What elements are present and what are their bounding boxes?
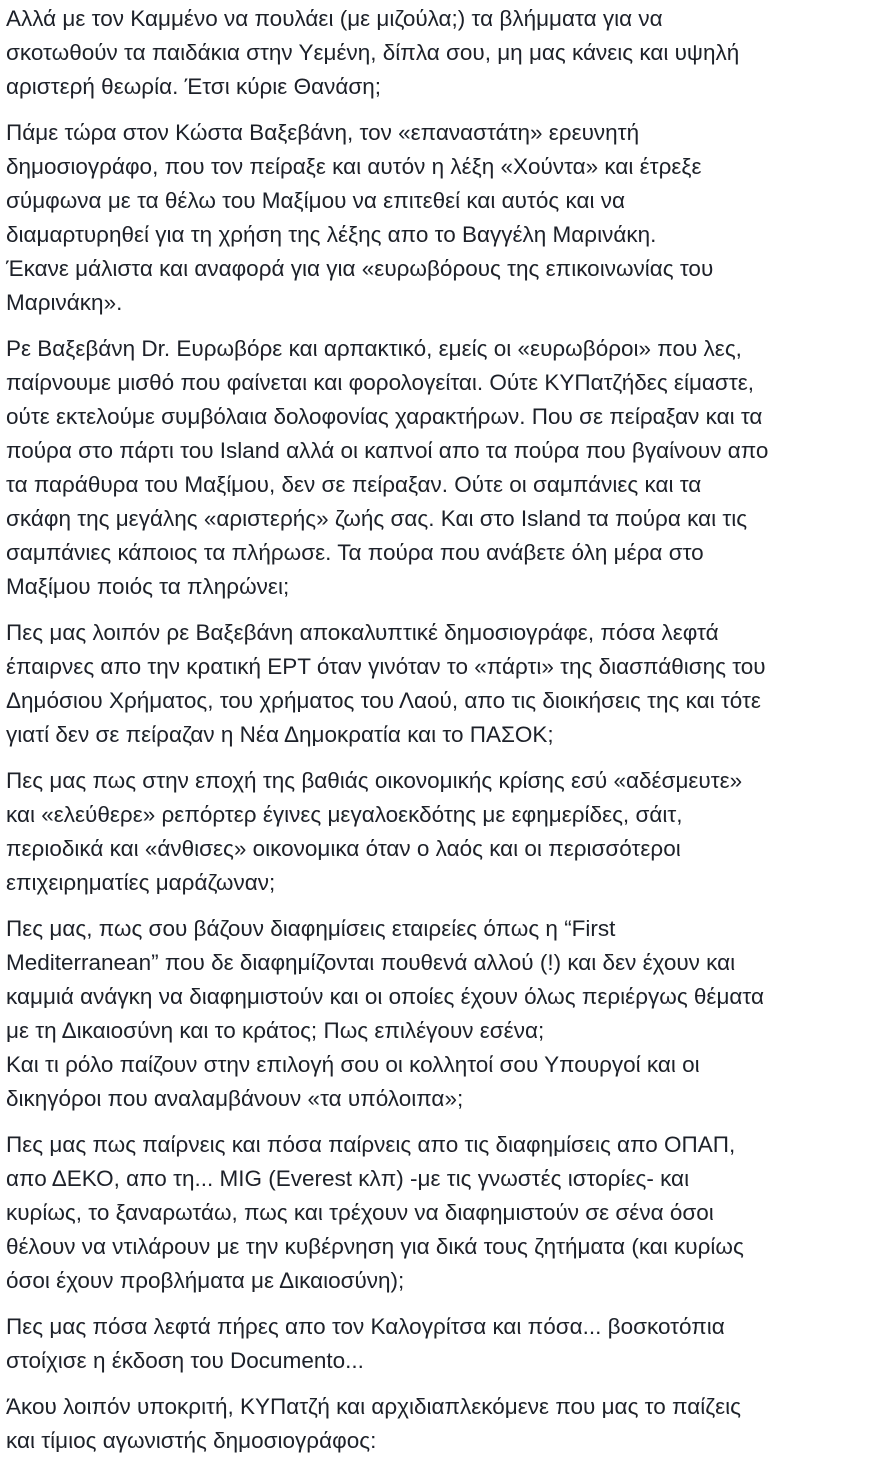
text-line: Πες μας λοιπόν ρε Βαξεβάνη αποκαλυπτικέ δημοσιογράφε, πόσα λεφτά bbox=[6, 620, 719, 645]
text-line: Και τι ρόλο παίζουν στην επιλογή σου οι κολλητοί σου Υπουργοί και οι bbox=[6, 1052, 700, 1077]
paragraph bbox=[6, 332, 874, 604]
text-line: κυρίως, το ξαναρωτάω, πως και τρέχουν να διαφημιστούν σε σένα όσοι bbox=[6, 1200, 714, 1225]
text-line: αριστερή θεωρία. Έτσι κύριε Θανάση; bbox=[6, 74, 381, 99]
text-line: όσοι έχουν προβλήματα με Δικαιοσύνη); bbox=[6, 1268, 405, 1293]
text-line: ούτε εκτελούμε συμβόλαια δολοφονίας χαρακτήρων. Που σε πείραξαν και τα bbox=[6, 404, 763, 429]
text-line: έπαιρνες απο την κρατική ΕΡΤ όταν γινόταν το «πάρτι» της διασπάθισης του bbox=[6, 654, 766, 679]
paragraph bbox=[6, 1390, 874, 1458]
text-line: Μαρινάκη». bbox=[6, 290, 123, 315]
text-line: πούρα στο πάρτι του Island αλλά οι καπνοί απο τα πούρα που βγαίνουν απο bbox=[6, 438, 769, 463]
text-line: καμμιά ανάγκη να διαφημιστούν και οι οποίες έχουν όλως περιέργως θέματα bbox=[6, 984, 765, 1009]
paragraph bbox=[6, 912, 874, 1116]
text-line: απο ΔΕΚΟ, απο τη... MIG (Everest κλπ) -με τις γνωστές ιστορίες- και bbox=[6, 1166, 690, 1191]
text-line: Πάμε τώρα στον Κώστα Βαξεβάνη, τον «επαναστάτη» ερευνητή bbox=[6, 120, 640, 145]
text-line: παίρνουμε μισθό που φαίνεται και φορολογείται. Ούτε ΚΥΠατζήδες είμαστε, bbox=[6, 370, 754, 395]
paragraph bbox=[6, 764, 874, 900]
text-line: σύμφωνα με τα θέλω του Μαξίμου να επιτεθεί και αυτός και να bbox=[6, 188, 625, 213]
paragraph bbox=[6, 2, 874, 104]
text-line: Πες μας πως παίρνεις και πόσα παίρνεις απο τις διαφημίσεις απο ΟΠΑΠ, bbox=[6, 1132, 736, 1157]
text-line: Αλλά με τον Καμμένο να πουλάει (με μιζούλα;) τα βλήμματα για να bbox=[6, 6, 663, 31]
text-line: δημοσιογράφο, που τον πείραξε και αυτόν η λέξη «Χούντα» και έτρεξε bbox=[6, 154, 702, 179]
text-line: γιατί δεν σε πείραζαν η Νέα Δημοκρατία και το ΠΑΣΟΚ; bbox=[6, 722, 554, 747]
paragraph bbox=[6, 116, 874, 320]
text-line: επιχειρηματίες μαράζωναν; bbox=[6, 870, 276, 895]
text-line: και τίμιος αγωνιστής δημοσιογράφος: bbox=[6, 1428, 377, 1453]
text-line: θέλουν να ντιλάρουν με την κυβέρνηση για δικά τους ζητήματα (και κυρίως bbox=[6, 1234, 744, 1259]
text-line: περιοδικά και «άνθισες» οικονομικα όταν ο λαός και οι περισσότεροι bbox=[6, 836, 681, 861]
text-line: Mediterranean” που δε διαφημίζονται πουθενά αλλού (!) και δεν έχουν και bbox=[6, 950, 736, 975]
paragraph bbox=[6, 1310, 874, 1378]
text-line: και «ελεύθερε» ρεπόρτερ έγινες μεγαλοεκδότης με εφημερίδες, σάιτ, bbox=[6, 802, 683, 827]
text-line: διαμαρτυρηθεί για τη χρήση της λέξης απο το Βαγγέλη Μαρινάκη. bbox=[6, 222, 657, 247]
text-line: Έκανε μάλιστα και αναφορά για για «ευρωβόρους της επικοινωνίας του bbox=[6, 256, 714, 281]
text-line: δικηγόροι που αναλαμβάνουν «τα υπόλοιπα»; bbox=[6, 1086, 464, 1111]
paragraph bbox=[6, 616, 874, 752]
paragraph bbox=[6, 1128, 874, 1298]
text-line: Μαξίμου ποιός τα πληρώνει; bbox=[6, 574, 290, 599]
text-line: Πες μας, πως σου βάζουν διαφημίσεις εταιρείες όπως η “First bbox=[6, 916, 616, 941]
text-line: Πες μας πως στην εποχή της βαθιάς οικονομικής κρίσης εσύ «αδέσμευτε» bbox=[6, 768, 743, 793]
text-line: Δημόσιου Χρήματος, του χρήματος του Λαού, απο τις διοικήσεις της και τότε bbox=[6, 688, 761, 713]
text-line: σκάφη της μεγάλης «αριστερής» ζωής σας. Και στο Island τα πούρα και τις bbox=[6, 506, 748, 531]
text-line: με τη Δικαιοσύνη και το κράτος; Πως επιλέγουν εσένα; bbox=[6, 1018, 545, 1043]
text-line: σκοτωθούν τα παιδάκια στην Υεμένη, δίπλα σου, μη μας κάνεις και υψηλή bbox=[6, 40, 740, 65]
text-line: στοίχισε η έκδοση του Documento... bbox=[6, 1348, 364, 1373]
text-line: Ρε Βαξεβάνη Dr. Ευρωβόρε και αρπακτικό, εμείς οι «ευρωβόροι» που λες, bbox=[6, 336, 742, 361]
text-line: Πες μας πόσα λεφτά πήρες απο τον Καλογρίτσα και πόσα... βοσκοτόπια bbox=[6, 1314, 725, 1339]
text-line: σαμπάνιες κάποιος τα πλήρωσε. Τα πούρα που ανάβετε όλη μέρα στο bbox=[6, 540, 704, 565]
text-line: τα παράθυρα του Μαξίμου, δεν σε πείραξαν. Ούτε οι σαμπάνιες και τα bbox=[6, 472, 702, 497]
text-line: Άκου λοιπόν υποκριτή, ΚΥΠατζή και αρχιδιαπλεκόμενε που μας το παίζεις bbox=[6, 1394, 741, 1419]
